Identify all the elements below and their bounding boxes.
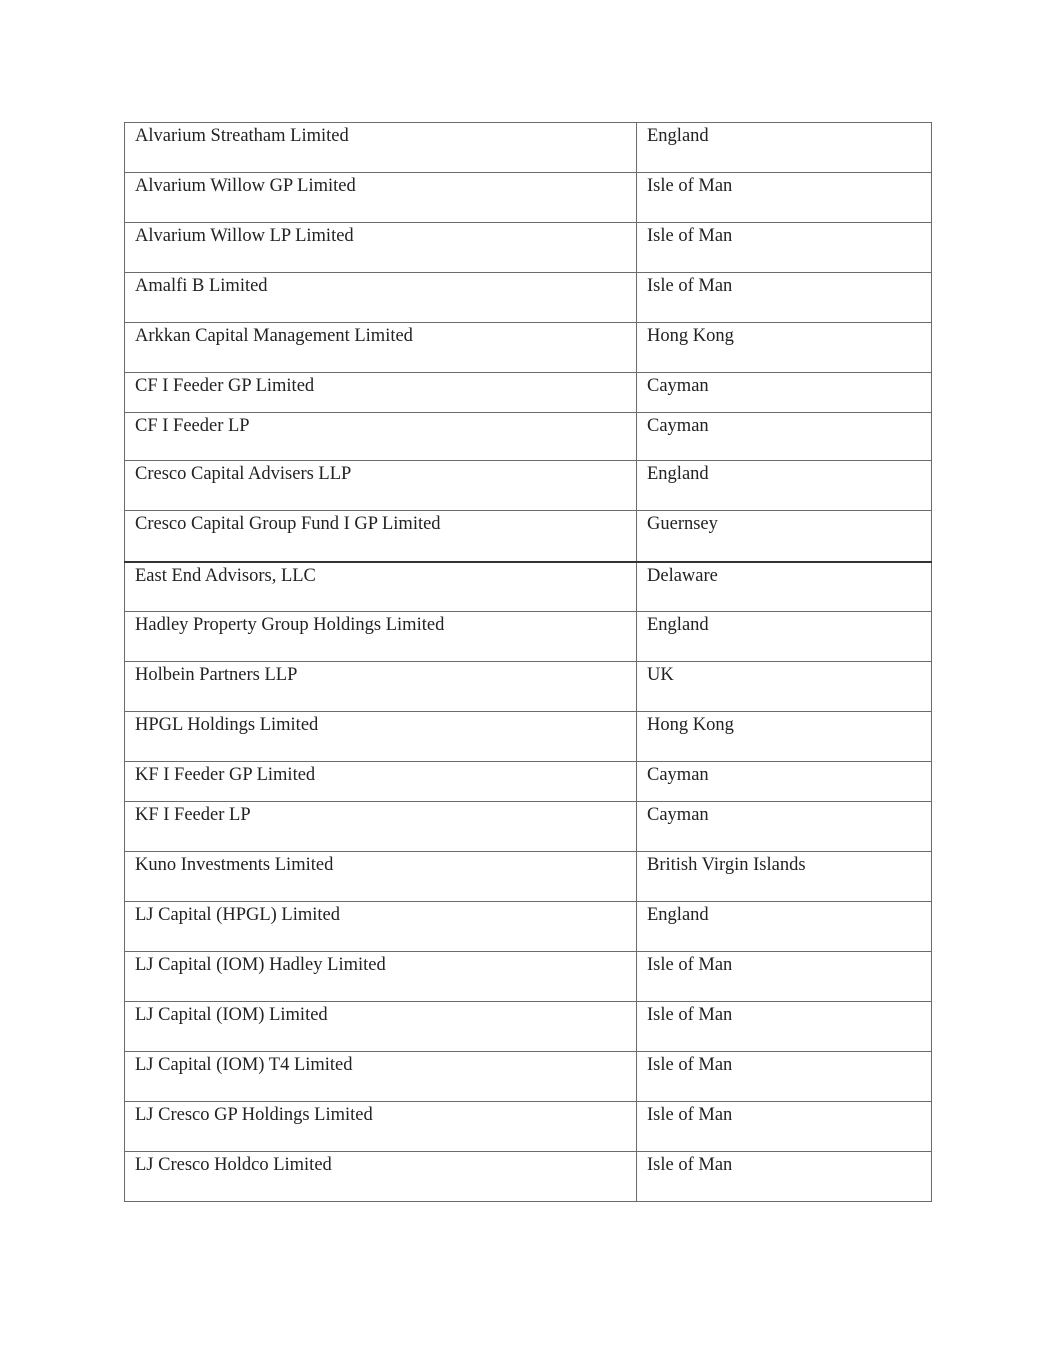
entity-name-cell: Holbein Partners LLP [125, 662, 637, 712]
entity-name-cell: Alvarium Willow GP Limited [125, 173, 637, 223]
table-row [125, 662, 932, 712]
jurisdiction-cell: Isle of Man [637, 952, 932, 1002]
entity-name-cell: HPGL Holdings Limited [125, 712, 637, 762]
entity-name-cell: LJ Capital (IOM) T4 Limited [125, 1052, 637, 1102]
entity-name-cell: LJ Cresco Holdco Limited [125, 1152, 637, 1202]
table-row [125, 562, 932, 612]
jurisdiction-cell: Cayman [637, 373, 932, 413]
jurisdiction-cell: Isle of Man [637, 1052, 932, 1102]
table-row [125, 952, 932, 1002]
jurisdiction-cell: Cayman [637, 802, 932, 852]
jurisdiction-cell: Guernsey [637, 511, 932, 562]
table-row [125, 612, 932, 662]
jurisdiction-cell: Hong Kong [637, 323, 932, 373]
entity-name-cell: Cresco Capital Group Fund I GP Limited [125, 511, 637, 562]
entity-name-cell: CF I Feeder LP [125, 413, 637, 461]
entity-name-cell: Cresco Capital Advisers LLP [125, 461, 637, 511]
table-row [125, 273, 932, 323]
jurisdiction-cell: England [637, 902, 932, 952]
entity-name-cell: KF I Feeder LP [125, 802, 637, 852]
entity-name-cell: Hadley Property Group Holdings Limited [125, 612, 637, 662]
table-row [125, 461, 932, 511]
jurisdiction-cell: Isle of Man [637, 273, 932, 323]
table-row [125, 123, 932, 173]
table-row [125, 902, 932, 952]
jurisdiction-cell: Cayman [637, 413, 932, 461]
jurisdiction-cell: British Virgin Islands [637, 852, 932, 902]
entity-name-cell: LJ Capital (IOM) Limited [125, 1002, 637, 1052]
table-row [125, 1052, 932, 1102]
table-row [125, 223, 932, 273]
entity-name-cell: KF I Feeder GP Limited [125, 762, 637, 802]
table-row [125, 323, 932, 373]
entity-name-cell: Kuno Investments Limited [125, 852, 637, 902]
table-row [125, 373, 932, 413]
table-row [125, 511, 932, 562]
entity-name-cell: Alvarium Streatham Limited [125, 123, 637, 173]
jurisdiction-cell: Hong Kong [637, 712, 932, 762]
jurisdiction-cell: Isle of Man [637, 1002, 932, 1052]
table-row [125, 1152, 932, 1202]
jurisdiction-cell: Cayman [637, 762, 932, 802]
table-row [125, 1002, 932, 1052]
entity-name-cell: Alvarium Willow LP Limited [125, 223, 637, 273]
jurisdiction-cell: England [637, 123, 932, 173]
entity-name-cell: Arkkan Capital Management Limited [125, 323, 637, 373]
table-row [125, 762, 932, 802]
jurisdiction-cell: England [637, 461, 932, 511]
jurisdiction-cell: Isle of Man [637, 1102, 932, 1152]
entity-name-cell: LJ Cresco GP Holdings Limited [125, 1102, 637, 1152]
jurisdiction-cell: England [637, 612, 932, 662]
table-row [125, 413, 932, 461]
jurisdiction-cell: Isle of Man [637, 1152, 932, 1202]
table-row [125, 712, 932, 762]
table-row [125, 852, 932, 902]
jurisdiction-cell: Isle of Man [637, 223, 932, 273]
table-row [125, 802, 932, 852]
jurisdiction-cell: Delaware [637, 562, 932, 612]
jurisdiction-cell: UK [637, 662, 932, 712]
jurisdiction-cell: Isle of Man [637, 173, 932, 223]
table-row [125, 1102, 932, 1152]
entity-jurisdiction-table [124, 122, 932, 1202]
entity-name-cell: CF I Feeder GP Limited [125, 373, 637, 413]
entity-name-cell: LJ Capital (HPGL) Limited [125, 902, 637, 952]
entity-name-cell: East End Advisors, LLC [125, 562, 637, 612]
entity-name-cell: LJ Capital (IOM) Hadley Limited [125, 952, 637, 1002]
entity-name-cell: Amalfi B Limited [125, 273, 637, 323]
table-row [125, 173, 932, 223]
